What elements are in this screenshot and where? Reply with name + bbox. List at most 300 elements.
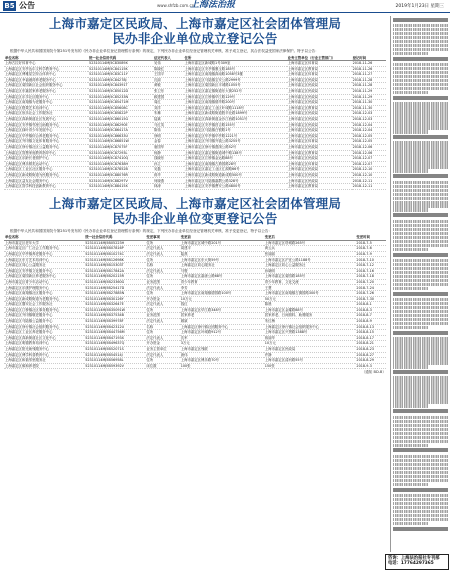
table-cell: 钱红: [180, 302, 264, 308]
classified-text-line: [393, 267, 448, 270]
table-cell: 2018-7-5: [355, 240, 386, 246]
classified-text-line: [393, 522, 428, 525]
classified-text-line: [393, 232, 448, 235]
classified-text-line: [393, 384, 448, 387]
change-notice: [4, 196, 386, 376]
classified-text-line: [393, 240, 448, 243]
classified-text-line: [393, 510, 448, 513]
table-cell: 52310114MJ5C84278J: [88, 77, 153, 83]
table-cell: 52310114MJ5C86417A: [88, 128, 153, 134]
table-cell: 2018-8-17: [355, 335, 386, 341]
column-header: 法定代表人: [153, 56, 184, 61]
table-cell: 上海嘉定区安亭镇邻里互助服务中心: [4, 122, 88, 128]
classified-text-line: [393, 314, 448, 317]
table-cell: 2018-12-06: [352, 144, 386, 150]
table-cell: 孙立: [153, 161, 184, 167]
classified-text-line: [393, 409, 448, 413]
table-cell: 2018-8-15: [355, 330, 386, 336]
table-cell: 2018-8-21: [355, 341, 386, 347]
table-cell: 52310114MJ5C85012D: [88, 88, 153, 94]
table-cell: 上海嘉定区橙果艺术培训中心: [4, 105, 88, 111]
classified-text-line: [393, 440, 448, 443]
table-cell: 周建平: [180, 246, 264, 252]
table-cell: 上海市嘉定区体育局: [287, 61, 352, 67]
classified-text-line: [393, 122, 448, 125]
table-cell: 上海嘉定区新成路街道为民服务中心: [4, 172, 88, 178]
page-header: [0, 0, 450, 13]
table-cell: 50万元: [264, 296, 356, 302]
table-cell: 2018-7-12: [355, 263, 386, 269]
table-cell: 开办资金: [145, 341, 179, 347]
table-cell: 2018-7-16: [355, 268, 386, 274]
table-cell: 刘洋: [153, 105, 184, 111]
table-cell: 上海市嘉定区民政局: [287, 128, 352, 134]
table-row: [4, 363, 386, 369]
table-cell: 2018-12-11: [352, 184, 386, 190]
table-cell: 上海嘉定区和谐邻里服务社: [4, 358, 84, 364]
table-cell: 马骏: [180, 268, 264, 274]
classified-text-line: [393, 36, 448, 39]
classified-text-line: [393, 326, 428, 329]
table-cell: 2018-7-18: [355, 274, 386, 280]
table-cell: 上海市嘉定区安亭镇墨玉路185号: [184, 66, 287, 72]
table-cell: 上海嘉定区安亭镇文化服务中心: [4, 268, 84, 274]
table-cell: 陆燕: [180, 251, 264, 257]
classified-text-line: [393, 318, 448, 321]
classified-text-line: [393, 302, 448, 305]
table-cell: 2018-8-1: [355, 302, 386, 308]
issue-date: 2019年1月23日 星期三: [395, 4, 444, 9]
table-cell: 52310114MJ5B42312U: [84, 324, 145, 330]
classified-text-line: [393, 44, 448, 47]
table-cell: 上海市嘉定区嘉唐公路68号: [180, 274, 264, 280]
table-cell: 金春: [153, 139, 184, 145]
table-cell: 陈晓红: [153, 66, 184, 72]
table-cell: 2018-8-29: [355, 358, 386, 364]
classified-text-line: [393, 420, 448, 423]
table-cell: 孙晓明: [264, 268, 356, 274]
table-cell: 住所: [145, 358, 179, 364]
table-cell: 上海嘉定区东方艺术培训中心: [4, 257, 84, 263]
table-cell: 150张: [264, 363, 356, 369]
table-cell: 上海嘉定区智慧家庭教育指导中心: [4, 150, 88, 156]
classified-text-line: [393, 189, 448, 192]
classified-text-line: [393, 380, 448, 383]
table-cell: 法定代表人: [145, 335, 179, 341]
classified-text-line: [393, 224, 448, 227]
table-cell: 上海嘉定区徐行镇社会组织服务中心: [264, 324, 356, 330]
table-cell: 52310114MJ5B23360G: [84, 279, 145, 285]
table-cell: 上海嘉定区明德教育培训中心: [4, 341, 84, 347]
column-header: 统一社会信用代码: [88, 56, 153, 61]
table-cell: 上海嘉定区乐享社区服务中心: [4, 94, 88, 100]
table-cell: 上海嘉定区幸福港湾养老服务中心: [4, 77, 88, 83]
table-cell: 上海市嘉定区教育局: [287, 105, 352, 111]
table-cell: 上海市嘉定区真新街道金沙江西路1051号: [184, 116, 287, 122]
table-cell: 52310114MJ5B05223H: [84, 240, 145, 246]
table-cell: 10万元: [180, 296, 264, 302]
table-cell: 52310114MJ5B56958L: [84, 358, 145, 364]
classified-text-line: [393, 153, 448, 156]
table-cell: 住所: [145, 291, 179, 297]
table-cell: 52310114MJ5B15303T: [84, 263, 145, 269]
table-cell: 上海市嘉定区叶城路912号: [180, 330, 264, 336]
table-cell: 上海市嘉定区民政局: [287, 77, 352, 83]
table-cell: 2018-12-04: [352, 122, 386, 128]
table-cell: 52310114MJ5C85822P: [88, 111, 153, 117]
table-cell: 王慧: [264, 285, 356, 291]
classified-text-line: [393, 181, 448, 184]
table-cell: 青少年教育、文化交流: [264, 279, 356, 285]
classified-text-line: [393, 228, 448, 231]
classified-text-line: [393, 287, 428, 290]
classified-text-line: [393, 376, 448, 379]
table-cell: 上海市嘉定区清河路55号: [264, 358, 356, 364]
table-cell: 上海嘉定区阳光助残服务中心: [4, 346, 84, 352]
table-cell: 业务范围: [145, 279, 179, 285]
classified-text-line: [393, 341, 448, 344]
table-cell: 蒋华: [153, 172, 184, 178]
table-cell: 52310114MJ5C88297V: [88, 178, 153, 184]
table-cell: 2018-11-27: [352, 72, 386, 78]
table-cell: 上海嘉定区乐龄长者照护中心: [4, 156, 88, 162]
table-cell: 2018-8-13: [355, 324, 386, 330]
table-cell: 上海市嘉定区塔城路265号: [264, 240, 356, 246]
notice-footer: （通知 BD-B）: [361, 370, 386, 375]
table-cell: 陆斌: [153, 116, 184, 122]
table-cell: 上海市嘉定区江桥镇华江路129号: [184, 94, 287, 100]
table-cell: 52310114MJ5B35091W: [84, 307, 145, 313]
classified-text-line: [393, 518, 448, 521]
classified-text-line: [393, 349, 448, 352]
table-cell: 上海市嘉定区新城路1号309室: [184, 61, 287, 67]
table-cell: 上海市嘉定区教育局: [287, 66, 352, 72]
table-cell: 杨静: [153, 150, 184, 156]
table-cell: 开办资金: [145, 296, 179, 302]
table-cell: 52310114MJ5B59392V: [84, 363, 145, 369]
table-cell: 张卫东: [153, 88, 184, 94]
classified-text-line: [393, 455, 448, 458]
classified-text-line: [393, 165, 448, 168]
table-cell: 上海嘉定区博雅星空综合体育中心: [4, 72, 88, 78]
table-cell: 上海市嘉定区新成路街道新成路500号: [184, 172, 287, 178]
table-cell: 上海市嘉定区民政局: [264, 346, 356, 352]
table-cell: 52310114MJ5C86015G: [88, 116, 153, 122]
classified-text-line: [393, 157, 448, 160]
table-cell: 上海市嘉定区教育局: [287, 184, 352, 190]
table-cell: 上海嘉定区徐行镇社会组织服务中心: [4, 324, 84, 330]
classified-text-line: [393, 201, 448, 204]
table-cell: 法定代表人: [145, 285, 179, 291]
classified-text-line: [393, 365, 428, 368]
classified-text-line: [393, 141, 448, 144]
table-cell: 上海市嘉定区体育局: [287, 139, 352, 145]
classified-text-line: [393, 83, 448, 86]
table-cell: 2018-8-3: [355, 307, 386, 313]
table-cell: 名称: [145, 324, 179, 330]
classified-text-line: [393, 75, 448, 78]
table-cell: 上海嘉定区菊园新区养老服务中心: [4, 274, 84, 280]
table-cell: 52310114MJ5C87638H: [88, 161, 153, 167]
table-cell: 上海市嘉定区菊园路185号: [264, 274, 356, 280]
table-cell: 2018-9-3: [355, 363, 386, 369]
classified-text-line: [393, 370, 448, 374]
masthead-logo: 上海法治报: [190, 0, 236, 10]
classified-text-line: [393, 479, 448, 482]
change-table: [4, 235, 386, 369]
classified-text-line: [393, 357, 448, 360]
table-cell: 居家养老、日间照料、助餐服务: [264, 313, 356, 319]
table-cell: 蒋丽华: [264, 335, 356, 341]
classified-text-line: [393, 279, 448, 282]
classified-text-line: [393, 204, 448, 207]
table-cell: 52310114MJ5B25417D: [84, 285, 145, 291]
table-cell: 上海市嘉定区民政局: [287, 100, 352, 106]
classified-text-line: [393, 145, 448, 148]
table-cell: 上海嘉定区欣乐社会工作服务社: [4, 111, 88, 117]
classified-text-line: [393, 396, 448, 399]
notice-intro: 根据中华人民共和国国务院令第251号发布的《民办非企业单位登记管理暂行条例》的规定，下列民办非企业单位经登记管理机关审核，准予变更登记，特予以公告：: [10, 228, 273, 233]
column-header: 变更时间: [355, 235, 386, 240]
table-cell: 林涛: [153, 184, 184, 190]
table-cell: 52310114MJ5C86290E: [88, 122, 153, 128]
classified-text-line: [393, 467, 448, 470]
table-cell: 上海市嘉定区体育局: [287, 72, 352, 78]
table-cell: 陈晨: [264, 302, 356, 308]
classified-ads-column: [390, 16, 449, 552]
classified-text-line: [393, 32, 448, 35]
table-cell: 2018-7-26: [355, 291, 386, 297]
classified-text-line: [393, 448, 448, 452]
classified-text-line: [393, 514, 448, 517]
table-cell: 52310114MJ5C86851W: [88, 139, 153, 145]
table-cell: 2018-12-10: [352, 172, 386, 178]
notice-title-line1: 上海市嘉定区民政局、上海市嘉定区社会团体管理局: [48, 195, 342, 211]
classified-text-line: [393, 459, 448, 462]
table-cell: 52310114MJ5B54514J: [84, 352, 145, 358]
classified-text-line: [393, 126, 448, 129]
table-cell: 上海嘉定区南翔镇社区服务中心: [4, 291, 84, 297]
table-cell: 顾斌: [180, 318, 264, 324]
table-cell: 上海嘉定区工业区社区服务中心: [4, 167, 88, 173]
classified-text-line: [393, 310, 448, 313]
table-cell: 上海嘉定区华亭镇养老服务中心: [4, 251, 84, 257]
table-cell: 2018-7-20: [355, 279, 386, 285]
notice-title-line2: 民办非企业单位成立登记公告: [112, 31, 278, 46]
table-cell: 上海市嘉定区城中路201号: [180, 240, 264, 246]
table-cell: 2018-11-29: [352, 88, 386, 94]
table-cell: 上海市嘉定区体育局: [287, 161, 352, 167]
classified-text-line: [393, 193, 448, 196]
table-cell: 上海嘉定区同心公益服务社: [4, 263, 84, 269]
classified-text-line: [393, 471, 448, 474]
table-cell: 住所: [145, 274, 179, 280]
classified-text-line: [393, 506, 448, 509]
notice-title-line1: 上海市嘉定区民政局、上海市嘉定区社会团体管理局: [48, 16, 342, 31]
table-cell: 52310114MJ5B12698K: [84, 257, 145, 263]
classified-text-line: [393, 345, 448, 348]
classified-text-line: [393, 67, 448, 70]
table-cell: 52310114MJ5B37534B: [84, 313, 145, 319]
table-cell: 黄敏: [153, 83, 184, 89]
classified-text-line: [393, 388, 448, 391]
table-cell: 上海市嘉定区民政局: [287, 122, 352, 128]
table-cell: 陈伟: [153, 128, 184, 134]
table-cell: 上海市嘉定区民政局: [287, 178, 352, 184]
table-cell: 朱红梅: [264, 318, 356, 324]
classified-text-line: [393, 404, 428, 407]
classified-text-line: [393, 283, 448, 286]
table-cell: 上海市嘉定区嘉定工业区汇源路66号: [184, 167, 287, 173]
table-cell: 2018-7-6: [355, 246, 386, 252]
classified-text-line: [393, 275, 448, 278]
table-cell: 52310114MJ5C87410Q: [88, 156, 153, 162]
table-cell: 2018-12-05: [352, 139, 386, 145]
table-cell: 法定代表人: [145, 302, 179, 308]
classified-text-line: [393, 353, 448, 356]
table-cell: 2018-12-05: [352, 133, 386, 139]
classified-text-line: [393, 444, 428, 447]
table-cell: 上海嘉定区徐行镇社区公益服务中心: [4, 144, 88, 150]
table-cell: 上海嘉定区馨安社会工作服务社: [4, 302, 84, 308]
classified-text-line: [393, 253, 448, 257]
table-cell: 52310114MJ5C87075F: [88, 144, 153, 150]
table-cell: 52310114MJ5B39978F: [84, 318, 145, 324]
classified-text-line: [393, 502, 448, 505]
table-cell: 沈军: [180, 335, 264, 341]
notices-column: [4, 16, 386, 375]
classified-text-line: [393, 185, 448, 188]
table-cell: 住所: [145, 240, 179, 246]
table-cell: 上海市嘉定区金耀路88号: [264, 307, 356, 313]
table-cell: 2018-8-9: [355, 318, 386, 324]
table-cell: 上海市嘉定区民政局: [287, 172, 352, 178]
table-cell: 100张: [180, 363, 264, 369]
table-cell: 黄云兵: [264, 246, 356, 252]
table-cell: 上海古拉好体育中心: [4, 61, 88, 67]
table-cell: 住所: [145, 307, 179, 313]
classified-text-line: [393, 527, 448, 531]
table-cell: 上海市嘉定区博乐路70号: [180, 358, 264, 364]
table-cell: 52310114MJ5C85471M: [88, 100, 153, 106]
table-cell: 法定代表人: [145, 318, 179, 324]
table-cell: 上海市嘉定区民政局: [287, 116, 352, 122]
table-cell: 52310114MJ5B47193X: [84, 335, 145, 341]
classified-text-line: [393, 463, 448, 466]
table-cell: 2018-7-10: [355, 257, 386, 263]
table-cell: 上海市嘉定区徐行镇澄浏公路52号: [184, 144, 287, 150]
table-cell: 何晓燕: [153, 178, 184, 184]
table-cell: 上海市嘉定区安亭镇昌吉路155号: [184, 122, 287, 128]
classified-text-line: [393, 220, 448, 223]
table-cell: 上海市嘉定区华江路348号: [180, 307, 264, 313]
classified-text-line: [393, 475, 448, 478]
table-cell: 业务主管单位: [145, 346, 179, 352]
table-cell: 2018-11-30: [352, 105, 386, 111]
table-cell: 上海市嘉定区民政局: [287, 133, 352, 139]
classified-text-line: [393, 432, 448, 435]
table-cell: 上海市嘉定区民政局: [287, 94, 352, 100]
table-cell: 沈丽: [153, 77, 184, 83]
classified-text-line: [393, 96, 448, 100]
table-cell: 马红英: [153, 122, 184, 128]
table-cell: 顾建国: [153, 94, 184, 100]
table-cell: 上海市嘉定区民政局: [287, 156, 352, 162]
table-cell: 52310114MJ5B20215R: [84, 274, 145, 280]
classified-text-line: [393, 161, 448, 164]
table-cell: 2018-12-03: [352, 116, 386, 122]
table-cell: 上海市嘉定区嘉定工业区叶城路1118号: [184, 105, 287, 111]
table-cell: 52310114MJ5B32647E: [84, 302, 145, 308]
table-row: [4, 184, 386, 190]
table-cell: 52310114MJ5B10274C: [84, 251, 145, 257]
table-cell: 52310114MJ5B44756M: [84, 330, 145, 336]
table-cell: 上海嘉定区南翔镇为老服务中心: [4, 100, 88, 106]
table-cell: 2018-11-28: [352, 77, 386, 83]
table-cell: 2018-8-27: [355, 352, 386, 358]
table-cell: 上海市嘉定区兴贤路1388号: [264, 330, 356, 336]
contact-line: 咨询：上海法治报社专刊部: [388, 556, 440, 561]
table-cell: 2018-7-9: [355, 251, 386, 257]
table-cell: 上海市嘉定区江桥镇金运路88号: [184, 156, 287, 162]
classified-text-line: [393, 52, 428, 55]
classified-text-line: [393, 271, 448, 274]
classified-text-line: [393, 236, 448, 239]
table-cell: 吴磊: [153, 167, 184, 173]
table-cell: 上海嘉定区真新街道社区发展中心: [4, 116, 88, 122]
table-cell: 52310114MJ5C87852B: [88, 167, 153, 173]
table-cell: 2018-12-03: [352, 111, 386, 117]
table-cell: 52310114MJ5C85608C: [88, 105, 153, 111]
classified-text-line: [393, 110, 448, 113]
table-cell: 上海嘉定区颐和养老院: [4, 363, 84, 369]
table-cell: 上海市嘉定区马陆镇白银路1号: [184, 128, 287, 134]
column-header: 变更事项: [145, 235, 179, 240]
classified-text-line: [393, 28, 448, 31]
classified-text-line: [393, 292, 448, 296]
table-cell: 52310114MJ5B49637Q: [84, 341, 145, 347]
table-cell: 2018-12-11: [352, 178, 386, 184]
classified-text-line: [393, 174, 448, 178]
site-url: www.shfzb.com.cn: [157, 3, 195, 8]
classified-text-line: [393, 149, 448, 152]
table-cell: 52310114MJ5C84115K: [88, 66, 153, 72]
classified-text-line: [393, 494, 448, 497]
table-cell: 52310114MJ5B17842A: [84, 268, 145, 274]
classified-text-line: [393, 298, 448, 301]
table-cell: 上海嘉定区益友社会服务中心: [4, 178, 88, 184]
table-cell: 上海市嘉定区外冈镇外钱公路3255号: [184, 139, 287, 145]
table-cell: 2018-12-07: [352, 161, 386, 167]
table-cell: 2018-11-28: [352, 83, 386, 89]
classified-text-line: [393, 498, 448, 501]
classified-text-line: [393, 436, 448, 439]
table-cell: 52310114MJ5B07816P: [84, 246, 145, 252]
classified-text-line: [393, 424, 448, 427]
table-cell: 徐明: [153, 133, 184, 139]
table-cell: 青少年教育: [180, 279, 264, 285]
classified-text-line: [393, 488, 448, 492]
table-cell: 52310114MJ5C88415X: [88, 184, 153, 190]
classified-text-line: [393, 306, 448, 309]
table-cell: 上海嘉定区安亭达尔文科学教育中心: [4, 66, 88, 72]
table-cell: 唐伟: [180, 352, 264, 358]
table-cell: 2018-11-26: [352, 66, 386, 72]
table-cell: 上海嘉定区东篱居家养老服务中心: [4, 88, 88, 94]
classified-text-line: [393, 102, 448, 105]
table-cell: 上海嘉定区江桥镇社区事务服务中心: [4, 307, 84, 313]
classified-text-line: [393, 197, 448, 200]
